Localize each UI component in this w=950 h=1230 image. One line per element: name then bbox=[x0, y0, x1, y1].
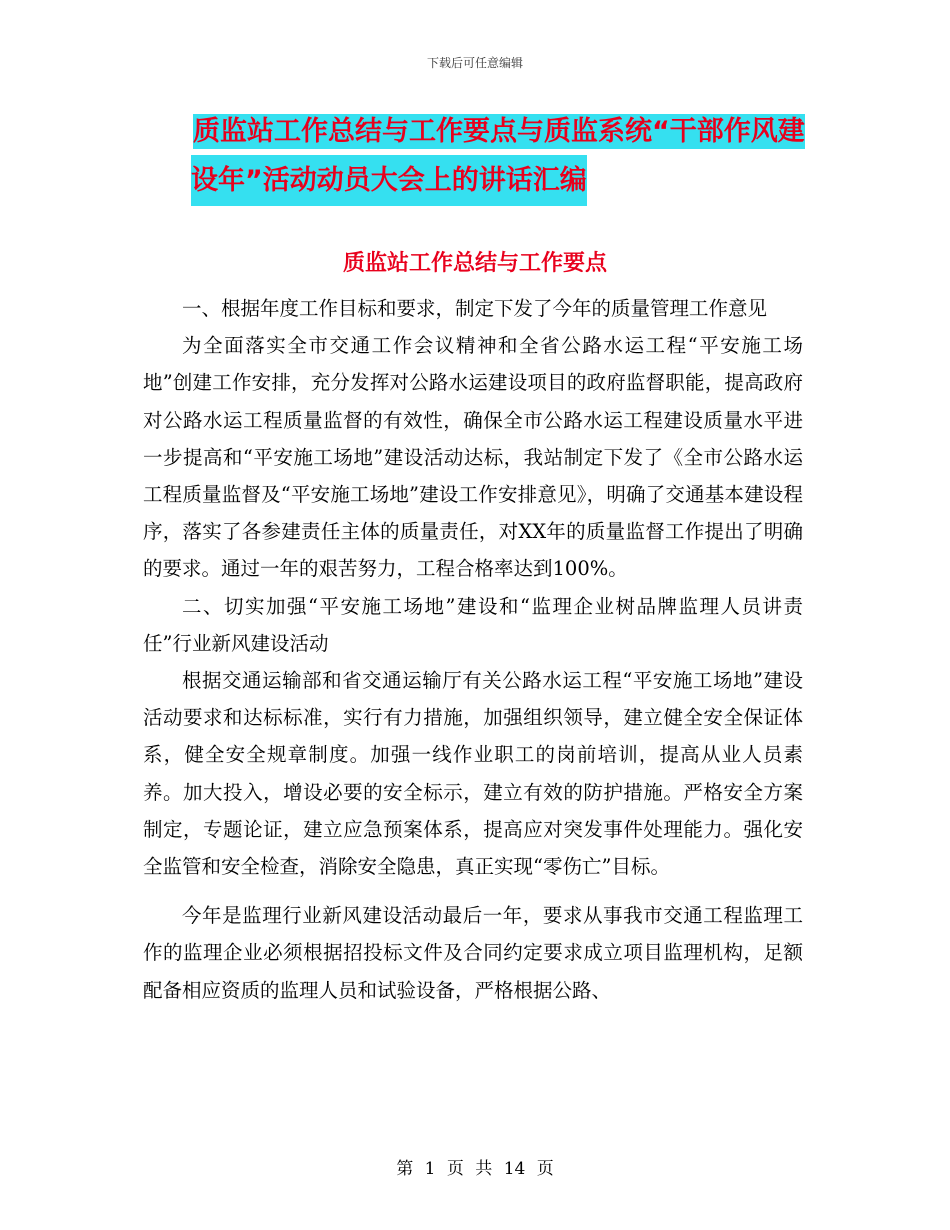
document-title bbox=[193, 108, 813, 206]
document-body bbox=[143, 290, 803, 1009]
page-number: 第 1 页 共 14 页 bbox=[396, 1159, 554, 1179]
title-line-1: 质监站工作总结与工作要点与质监系统“干部作风建 bbox=[193, 116, 805, 147]
title-line-2: 设年”活动动员大会上的讲话汇编 bbox=[191, 155, 587, 206]
header-note: 下载后可任意编辑 bbox=[426, 56, 523, 70]
section-title: 质监站工作总结与工作要点 bbox=[342, 251, 607, 276]
paragraph: 根据交通运输部和省交通运输厅有关公路水运工程“平安施工场地”建设活动要求和达标标准，实行有力措施，加强组织领导，建立健全安全保证体系，健全安全规章制度。加强一线作业职工的岗前培训，提高从业人员素养。加大投入，增设必要的安全标示，建立有效的防护措施。严格安全方案制定，专题论证，建立应急预案体系，提高应对突发事件处理能力。强化安全监管和安全检查，消除安全隐患，真正实现“零伤亡”目标。 bbox=[143, 669, 803, 879]
paragraph: 一、根据年度工作目标和要求，制定下发了今年的质量管理工作意见 bbox=[182, 297, 768, 320]
paragraph: 为全面落实全市交通工作会议精神和全省公路水运工程“平安施工场地”创建工作安排，充分发挥对公路水运建设项目的政府监督职能，提高政府对公路水运工程质量监督的有效性，确保全市公路水运工程建设质量水平进一步提高和“平安施工场地”建设活动达标，我站制定下发了《全市公路水运工程质量监督及“平安施工场地”建设工作安排意见》，明确了交通基本建设程序，落实了各参建责任主体的质量责任，对XX年的质量监督工作提出了明确的要求。通过一年的艰苦努力，工程合格率达到100%。 bbox=[143, 334, 803, 581]
paragraph: 今年是监理行业新风建设活动最后一年，要求从事我市交通工程监理工作的监理企业必须根据招投标文件及合同约定要求成立项目监理机构，足额配备相应资质的监理人员和试验设备，严格根据公路、 bbox=[143, 904, 803, 1002]
paragraph: 二、切实加强“平安施工场地”建设和“监理企业树品牌监理人员讲责任”行业新风建设活动 bbox=[143, 594, 803, 655]
